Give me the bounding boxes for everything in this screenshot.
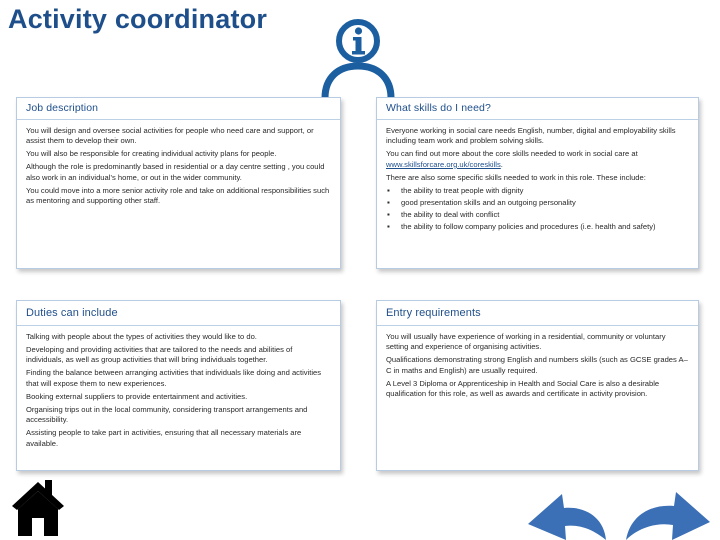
skills-card [376,97,699,269]
page-title: Activity coordinator [8,4,268,34]
duties-paragraph: Talking with people about the types of activities they would like to do. [26,332,257,341]
skills-core-text: You can find out more about the core skills needed to work in social care at [386,149,638,159]
info-person-icon [318,14,398,98]
job-description-paragraph: You could move into a more senior activity role and take on additional responsibilities such as mentoring and supporting other staff. [26,185,330,206]
duties-heading: Duties can include [17,301,340,326]
job-description-card [16,97,341,269]
home-icon[interactable] [10,472,66,538]
duties-paragraph: Booking external suppliers to provide entertainment and activities. [26,391,248,401]
skills-list-item: ▪ the ability to follow company policies and procedures (i.e. health and safety) [386,222,690,232]
job-description-body [17,120,340,213]
entry-paragraph: A Level 3 Diploma or Apprenticeship in Health and Social Care is also a desirable qualification for this role, as well as awards and certificate in activity provision. [386,378,660,399]
duties-paragraph: Developing and providing activities that are tailored to the needs and abilities of individuals, as well as group activities that will bring individuals together. [26,345,293,365]
duties-paragraph: Assisting people to take part in activities, ensuring that all necessary materials are available. [26,428,302,448]
job-description-paragraph: Although the role is predominantly based in residential or a day centre setting , you could also work in an individual’s home, or out in the wider community. [26,162,325,182]
entry-requirements-body [377,326,698,406]
skills-core-suffix: . [500,159,503,169]
skills-body [377,120,698,238]
duties-paragraph: Organising trips out in the local community, considering transport arrangements and accessibility. [26,404,308,425]
skills-list-item: ▪ good presentation skills and an outgoing personality [386,198,690,208]
job-description-paragraph: You will also be responsible for creating individual activity plans for people. [26,149,277,159]
back-arrow-icon[interactable] [522,488,610,540]
skills-list-item: ▪ the ability to deal with conflict [386,210,690,220]
entry-paragraph: Qualifications demonstrating strong English and numbers skills (such as GCSE grades A–C in maths and English) are usually required. [386,355,688,375]
duties-paragraph: Finding the balance between arranging activities that individuals like doing and activities that will expose them to new experiences. [26,368,322,388]
skills-paragraph: There are also some specific skills needed to work in this role. These include: [386,172,646,182]
entry-requirements-heading: Entry requirements [377,301,698,326]
duties-card [16,300,341,471]
duties-body [17,326,340,456]
skills-paragraph-core [386,149,690,170]
skills-list-item: ▪ the ability to treat people with dignity [386,186,690,196]
job-description-paragraph: You will design and oversee social activities for people who need care and support, or assist them to develop their own. [26,126,314,146]
forward-arrow-icon[interactable] [622,488,714,540]
coreskills-link[interactable]: www.skillsforcare.org.uk/coreskills [386,159,501,169]
entry-paragraph: You will usually have experience of working in a residential, community or voluntary setting and experience of organising activities. [386,332,666,352]
job-description-heading: Job description [17,98,340,120]
entry-requirements-card [376,300,699,471]
skills-list [386,186,690,232]
skills-heading: What skills do I need? [377,98,698,120]
skills-paragraph: Everyone working in social care needs English, number, digital and employability skills including team work and problem solving skills. [386,126,676,146]
